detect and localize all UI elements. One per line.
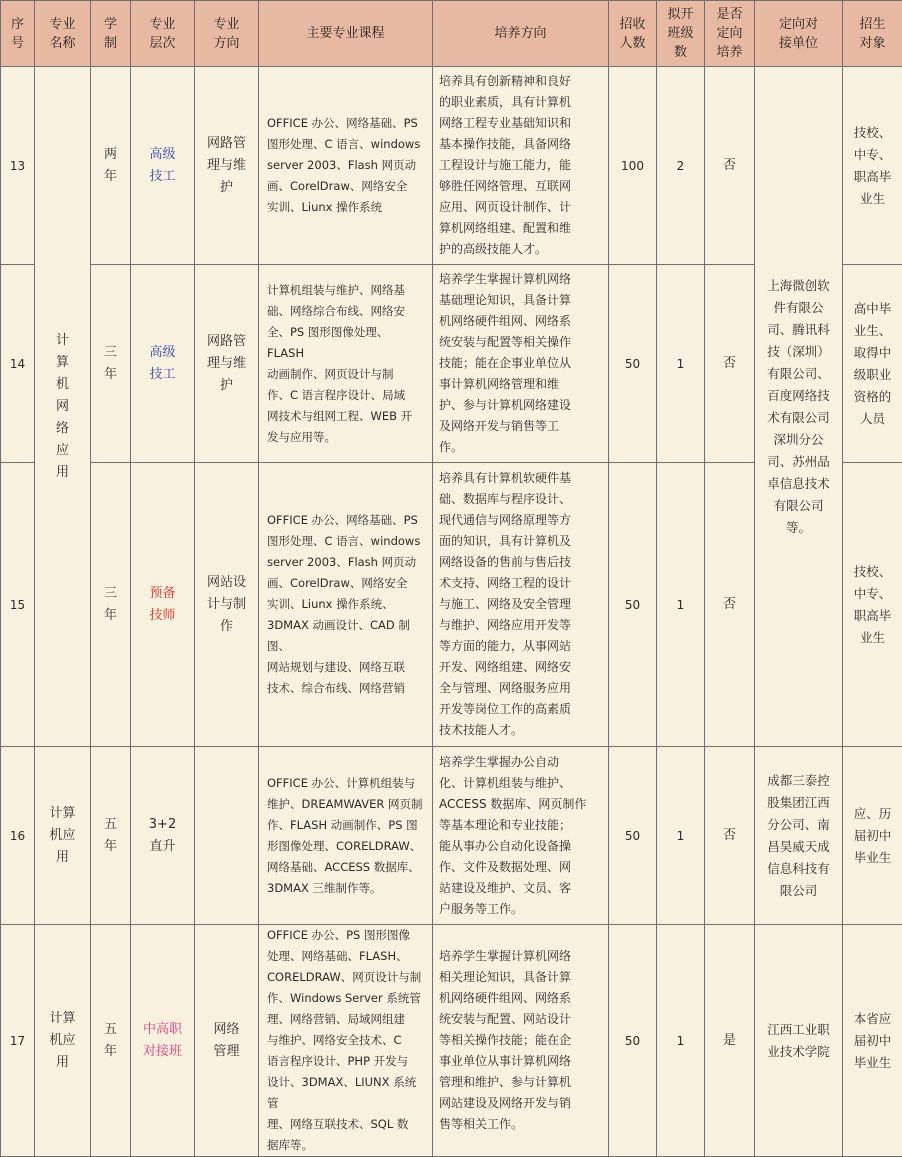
row-enrollment: 50 xyxy=(609,747,657,925)
row-major-name: 计算 机应 用 xyxy=(35,747,91,925)
row-training: 培养学生掌握计算机网络 基础理论知识，具备计算 机网络硬件组网、网络系 统安装与配置等相关操作 技能；能在企事业单位从 事计算机网络管理和维 护、参与计算机网络建设 及网络开发与销售等工 作。 xyxy=(433,265,609,463)
row-seq: 13 xyxy=(1,67,35,265)
row-courses: 计算机组装与维护、网络基 础、网络综合布线、网络安 全、PS 图形图像处理、FLASH 动画制作、网页设计与制 作、C 语言程序设计、局域 网技术与组网工程、WEB 开 发与应用等。 xyxy=(259,265,433,463)
row-training: 培养具有创新精神和良好 的职业素质，具有计算机 网络工程专业基础知识和 基本操作技能，具备网络 工程设计与施工能力，能 够胜任网络管理、互联网 应用、网页设计制作、计 算机网络组建、配置和维 护的高级技能人才。 xyxy=(433,67,609,265)
header-classes: 拟开 班级 数 xyxy=(657,1,705,67)
row-level: 高级 技工 xyxy=(131,265,195,463)
row-classes: 1 xyxy=(657,265,705,463)
header-direction: 专业 方向 xyxy=(195,1,259,67)
row-enrollment: 50 xyxy=(609,463,657,747)
row-enrollment: 100 xyxy=(609,67,657,265)
row-duration: 三 年 xyxy=(91,463,131,747)
row-level: 预备 技师 xyxy=(131,463,195,747)
row-classes: 1 xyxy=(657,747,705,925)
header-enrollment: 招收 人数 xyxy=(609,1,657,67)
row-enrollment: 50 xyxy=(609,265,657,463)
row-classes: 1 xyxy=(657,925,705,1157)
row-partner: 成都三泰控 股集团江西 分公司、南 昌昊威天成 信息科技有 限公司 xyxy=(755,747,843,925)
row-direction: 网络 管理 xyxy=(195,925,259,1157)
row-seq: 14 xyxy=(1,265,35,463)
row-seq: 17 xyxy=(1,925,35,1157)
row-level: 中高职 对接班 xyxy=(131,925,195,1157)
header-training: 培养方向 xyxy=(433,1,609,67)
row-partner: 江西工业职 业技术学院 xyxy=(755,925,843,1157)
row-classes: 2 xyxy=(657,67,705,265)
header-level: 专业 层次 xyxy=(131,1,195,67)
header-major-name: 专业 名称 xyxy=(35,1,91,67)
row-direction: 网路管 理与维 护 xyxy=(195,67,259,265)
row-courses: OFFICE 办公、PS 图形图像 处理、网络基础、FLASH、 CORELDRAW、网页设计与制 作、Windows Server 系统管 理、网络营销、局域网组建 与维护、网络安全技术、C 语言程序设计、PHP 开发与 设计、3DMAX、LIUNX 系统管 理、网络互联技术、SQL 数 据库等。 xyxy=(259,925,433,1157)
row-direction xyxy=(195,747,259,925)
header-row xyxy=(1,1,902,67)
partner-unit-group-1: 上海微创软 件有限公 司、腾讯科 技（深圳） 有限公司、 百度网络技 术有限公司 深圳分公 司、苏州品 卓信息技术 有限公司 等。 xyxy=(755,67,843,747)
row-direction: 网站设 计与制 作 xyxy=(195,463,259,747)
row-oriented: 是 xyxy=(705,925,755,1157)
header-partner: 定向对 接单位 xyxy=(755,1,843,67)
header-oriented: 是否 定向 培养 xyxy=(705,1,755,67)
major-name-network: 计 算 机 网 络 应 用 xyxy=(35,67,91,747)
row-target: 技校、 中专、 职高毕 业生 xyxy=(843,67,902,265)
row-target: 本省应 届初中 毕业生 xyxy=(843,925,902,1157)
row-seq: 16 xyxy=(1,747,35,925)
row-seq: 15 xyxy=(1,463,35,747)
row-duration: 三 年 xyxy=(91,265,131,463)
row-target: 应、历 届初中 毕业生 xyxy=(843,747,902,925)
header-duration: 学 制 xyxy=(91,1,131,67)
row-training: 培养具有计算机软硬件基 础、数据库与程序设计、 现代通信与网络原理等方 面的知识，具有计算机及 网络设备的售前与售后技 术支持、网络工程的设计 与施工、网络及安全管理 与维护、网络应用开发等 等方面的能力，从事网站 开发、网络组建、网络安 全与管理、网络服务应用 开发等岗位工作的高素质 技术技能人才。 xyxy=(433,463,609,747)
row-level: 3+2 直升 xyxy=(131,747,195,925)
row-direction: 网路管 理与维 护 xyxy=(195,265,259,463)
row-oriented: 否 xyxy=(705,747,755,925)
row-training: 培养学生掌握办公自动 化、计算机组装与维护、 ACCESS 数据库、网页制作 等基本理论和专业技能； 能从事办公自动化设备操 作、文件及数据处理、网 站建设及维护、文员、客 户服务等工作。 xyxy=(433,747,609,925)
row-classes: 1 xyxy=(657,463,705,747)
row-enrollment: 50 xyxy=(609,925,657,1157)
row-major-name: 计算 机应 用 xyxy=(35,925,91,1157)
header-seq: 序 号 xyxy=(1,1,35,67)
row-courses: OFFICE 办公、网络基础、PS 图形处理、C 语言、windows server 2003、Flash 网页动 画、CorelDraw、网络安全 实训、Liunx 操作系统、 3DMAX 动画设计、CAD 制图、 网站规划与建设、网络互联 技术、综合布线、网络营销 xyxy=(259,463,433,747)
header-target: 招生 对象 xyxy=(843,1,902,67)
row-target: 高中毕 业生、 取得中 级职业 资格的 人员 xyxy=(843,265,902,463)
row-oriented: 否 xyxy=(705,265,755,463)
row-oriented: 否 xyxy=(705,463,755,747)
row-level: 高级 技工 xyxy=(131,67,195,265)
header-courses: 主要专业课程 xyxy=(259,1,433,67)
table-row xyxy=(1,925,902,1157)
row-courses: OFFICE 办公、网络基础、PS 图形处理、C 语言、windows server 2003、Flash 网页动 画、CorelDraw、网络安全 实训、Liunx 操作系统 xyxy=(259,67,433,265)
row-target: 技校、 中专、 职高毕 业生 xyxy=(843,463,902,747)
table-row xyxy=(1,747,902,925)
row-duration: 五 年 xyxy=(91,747,131,925)
table-row xyxy=(1,67,902,265)
row-courses: OFFICE 办公、计算机组装与 维护、DREAMWAVER 网页制 作、FLASH 动画制作、PS 图 形图像处理、CORELDRAW、 网络基础、ACCESS 数据库、 3DMAX 三维制作等。 xyxy=(259,747,433,925)
row-duration: 两 年 xyxy=(91,67,131,265)
row-training: 培养学生掌握计算机网络 相关理论知识，具备计算 机网络硬件组网、网络系 统安装与配置、网站设计 等相关操作技能；能在企 事业单位从事计算机网络 管理和维护、参与计算机 网站建设及网络开发与销 售等相关工作。 xyxy=(433,925,609,1157)
row-duration: 五 年 xyxy=(91,925,131,1157)
row-oriented: 否 xyxy=(705,67,755,265)
